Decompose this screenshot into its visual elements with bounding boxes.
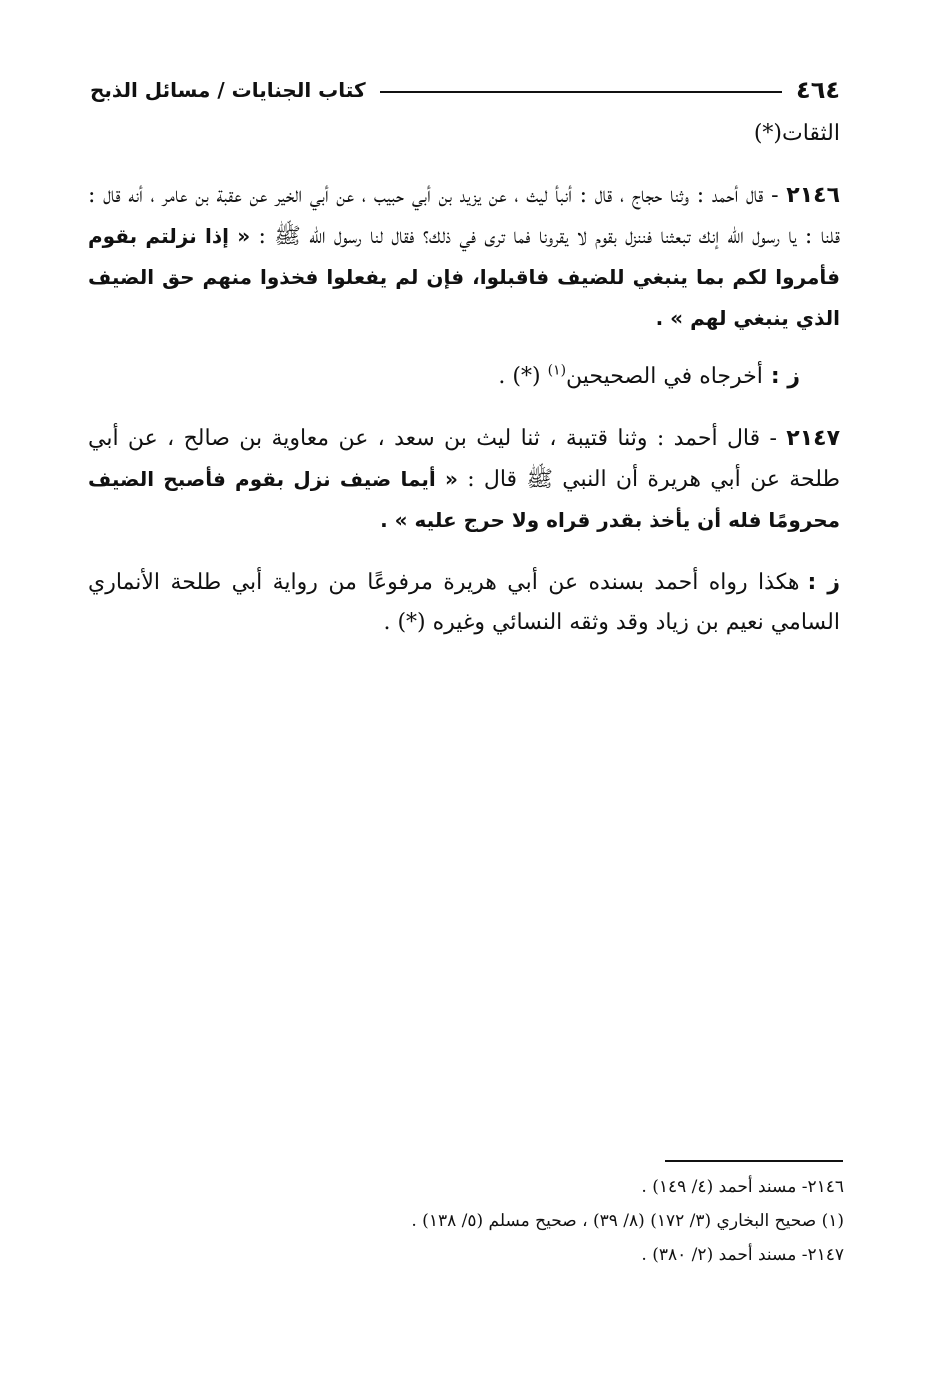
- note-2146: [88, 357, 840, 397]
- running-title: كتاب الجنايات / مسائل الذبح: [90, 78, 366, 102]
- hadith-2146: [88, 176, 840, 339]
- note-text: هكذا رواه أحمد بسنده عن أبي هريرة مرفوعًا من رواية أبي طلحة الأنماري السامي نعيم بن زياد وقد وثقه النسائي وغيره (*) .: [88, 570, 840, 635]
- hadith-quote: « إذا نزلتم بقوم فأمروا لكم بما ينبغي للضيف فاقبلوا، فإن لم يفعلوا فخذوا منهم حق الضيف الذي ينبغي لهم » .: [88, 224, 840, 330]
- main-text: [88, 114, 840, 643]
- header-rule: [380, 91, 782, 93]
- footnote-rule: [665, 1160, 843, 1162]
- carryover-line: الثقات(*): [753, 121, 840, 146]
- note-marker: ز :: [770, 364, 800, 389]
- footnote-item: ٢١٤٧- مسند أحمد (٢/ ٣٨٠) .: [641, 1245, 844, 1265]
- footnotes: [200, 1170, 844, 1272]
- page-number: ٤٦٤: [796, 76, 840, 104]
- footnote-ref[interactable]: (١): [547, 362, 567, 379]
- hadith-number: ٢١٤٦: [786, 183, 840, 208]
- hadith-2147: [88, 419, 840, 541]
- footnote-item: (١) صحيح البخاري (٣/ ١٧٢) (٨/ ٣٩) ، صحيح مسلم (٥/ ١٣٨) .: [411, 1211, 844, 1231]
- note-2147: [88, 563, 840, 643]
- note-tail: (*) .: [498, 364, 548, 389]
- footnote-item: ٢١٤٦- مسند أحمد (٤/ ١٤٩) .: [641, 1177, 844, 1197]
- hadith-quote: « أيما ضيف نزل بقوم فأصبح الضيف محرومًا فله أن يأخذ بقدر قراه ولا حرج عليه » .: [88, 467, 840, 532]
- hadith-text: - قال أحمد : وثنا قتيبة ، ثنا ليث بن سعد ، عن معاوية بن صالح ، عن أبي طلحة عن أبي هريرة أن النبي ﷺ قال :: [88, 426, 840, 492]
- note-text: أخرجاه في الصحيحين: [566, 364, 763, 389]
- hadith-number: ٢١٤٧: [786, 426, 840, 451]
- hadith-text: - قال أحمد : وثنا حجاج ، قال : أنبأ ليث ، عن يزيد بن أبي حبيب ، عن أبي الخير عن عقبة بن عامر ، أنه قال : قلنا : يا رسول الله إنك تبعثنا فننزل بقوم لا يقرونا فما ترى في ذلك؟ فقال لنا رسول الله ﷺ :: [88, 183, 840, 249]
- page-header: [90, 70, 840, 110]
- note-marker: ز :: [807, 570, 841, 595]
